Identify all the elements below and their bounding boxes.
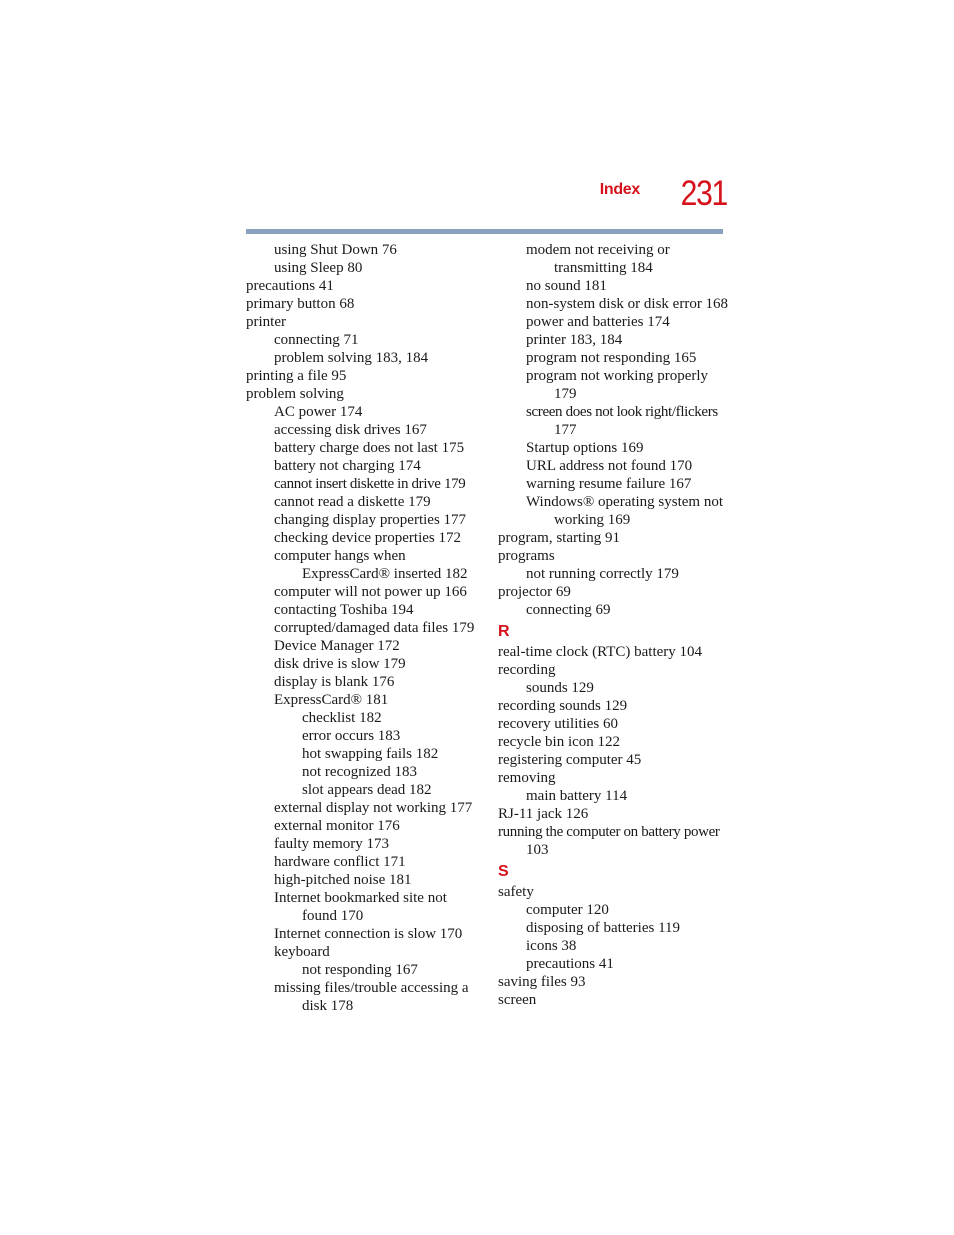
index-letter-heading: S [498, 863, 509, 880]
index-entry: removing [498, 770, 556, 786]
index-subentry: warning resume failure 167 [526, 476, 692, 492]
index-subentry: disk 178 [302, 998, 354, 1014]
index-subentry: non-system disk or disk error 168 [526, 296, 729, 312]
index-subentry: program not working properly [526, 368, 709, 384]
index-subentry: disk drive is slow 179 [274, 656, 406, 672]
index-subentry: Internet connection is slow 170 [274, 926, 463, 942]
index-subentry: cannot insert diskette in drive 179 [274, 476, 466, 492]
index-subentry: program not responding 165 [526, 350, 697, 366]
index-subentry: using Sleep 80 [274, 260, 363, 276]
index-subentry: 103 [526, 842, 549, 858]
index-subentry: 179 [554, 386, 577, 402]
index-subentry: contacting Toshiba 194 [274, 602, 414, 618]
index-subentry: cannot read a diskette 179 [274, 494, 431, 510]
index-subentry: not running correctly 179 [526, 566, 679, 582]
index-subentry: checklist 182 [302, 710, 382, 726]
index-subentry: keyboard [274, 944, 330, 960]
index-subentry: no sound 181 [526, 278, 607, 294]
index-entry: printing a file 95 [246, 368, 347, 384]
index-column-left [246, 241, 486, 1015]
index-subentry: ExpressCard® 181 [274, 692, 389, 708]
index-entry: recycle bin icon 122 [498, 734, 621, 750]
index-subentry: Internet bookmarked site not [274, 890, 447, 906]
index-entry: recovery utilities 60 [498, 716, 618, 732]
index-column-right [498, 241, 730, 1009]
index-subentry: battery not charging 174 [274, 458, 421, 474]
index-subentry: sounds 129 [526, 680, 594, 696]
section-label: Index [599, 181, 640, 198]
index-entry: projector 69 [498, 584, 571, 600]
index-subentry: slot appears dead 182 [302, 782, 432, 798]
index-entry: saving files 93 [498, 974, 586, 990]
index-subentry: computer will not power up 166 [274, 584, 467, 600]
index-subentry: checking device properties 172 [274, 530, 462, 546]
index-subentry: accessing disk drives 167 [274, 422, 427, 438]
index-subentry: problem solving 183, 184 [274, 350, 429, 366]
index-subentry: URL address not found 170 [526, 458, 693, 474]
index-subentry: screen does not look right/flickers [526, 404, 718, 420]
index-subentry: transmitting 184 [554, 260, 653, 276]
index-subentry: computer 120 [526, 902, 609, 918]
index-entry: recording [498, 662, 556, 678]
index-entry: real-time clock (RTC) battery 104 [498, 644, 703, 660]
index-subentry: icons 38 [526, 938, 577, 954]
index-subentry: not recognized 183 [302, 764, 417, 780]
index-subentry: hot swapping fails 182 [302, 746, 439, 762]
page-number: 231 [680, 174, 727, 213]
index-subentry: Windows® operating system not [526, 494, 724, 510]
index-entry: precautions 41 [246, 278, 334, 294]
index-letter-heading: R [498, 623, 510, 640]
index-subentry: main battery 114 [526, 788, 628, 804]
index-subentry: Device Manager 172 [274, 638, 400, 654]
index-subentry: disposing of batteries 119 [526, 920, 681, 936]
index-entry: program, starting 91 [498, 530, 621, 546]
index-entry: printer [246, 314, 286, 330]
index-entry: problem solving [246, 386, 344, 402]
index-entry: programs [498, 548, 555, 564]
index-subentry: high-pitched noise 181 [274, 872, 412, 888]
index-subentry: corrupted/damaged data files 179 [274, 620, 475, 636]
index-subentry: changing display properties 177 [274, 512, 467, 528]
index-subentry: external monitor 176 [274, 818, 400, 834]
index-subentry: AC power 174 [274, 404, 363, 420]
index-entry: running the computer on battery power [498, 824, 720, 840]
index-subentry: connecting 69 [526, 602, 611, 618]
index-entry: RJ-11 jack 126 [498, 806, 589, 822]
index-subentry: 177 [554, 422, 577, 438]
index-entry: screen [498, 992, 537, 1008]
index-subentry: faulty memory 173 [274, 836, 389, 852]
index-subentry: battery charge does not last 175 [274, 440, 465, 456]
header-rule [246, 229, 723, 234]
index-subentry: working 169 [554, 512, 631, 528]
index-subentry: computer hangs when [274, 548, 406, 564]
index-subentry: precautions 41 [526, 956, 614, 972]
index-subentry: error occurs 183 [302, 728, 401, 744]
index-subentry: display is blank 176 [274, 674, 395, 690]
index-subentry: modem not receiving or [526, 242, 670, 258]
index-subentry: connecting 71 [274, 332, 359, 348]
index-subentry: hardware conflict 171 [274, 854, 406, 870]
index-subentry: ExpressCard® inserted 182 [302, 566, 468, 582]
index-subentry: external display not working 177 [274, 800, 473, 816]
index-subentry: power and batteries 174 [526, 314, 670, 330]
index-subentry: Startup options 169 [526, 440, 644, 456]
index-entry: recording sounds 129 [498, 698, 628, 714]
index-subentry: not responding 167 [302, 962, 418, 978]
index-subentry: using Shut Down 76 [274, 242, 397, 258]
index-entry: registering computer 45 [498, 752, 642, 768]
index-subentry: found 170 [302, 908, 364, 924]
index-subentry: missing files/trouble accessing a [274, 980, 469, 996]
index-entry: primary button 68 [246, 296, 355, 312]
index-subentry: printer 183, 184 [526, 332, 623, 348]
index-entry: safety [498, 884, 534, 900]
